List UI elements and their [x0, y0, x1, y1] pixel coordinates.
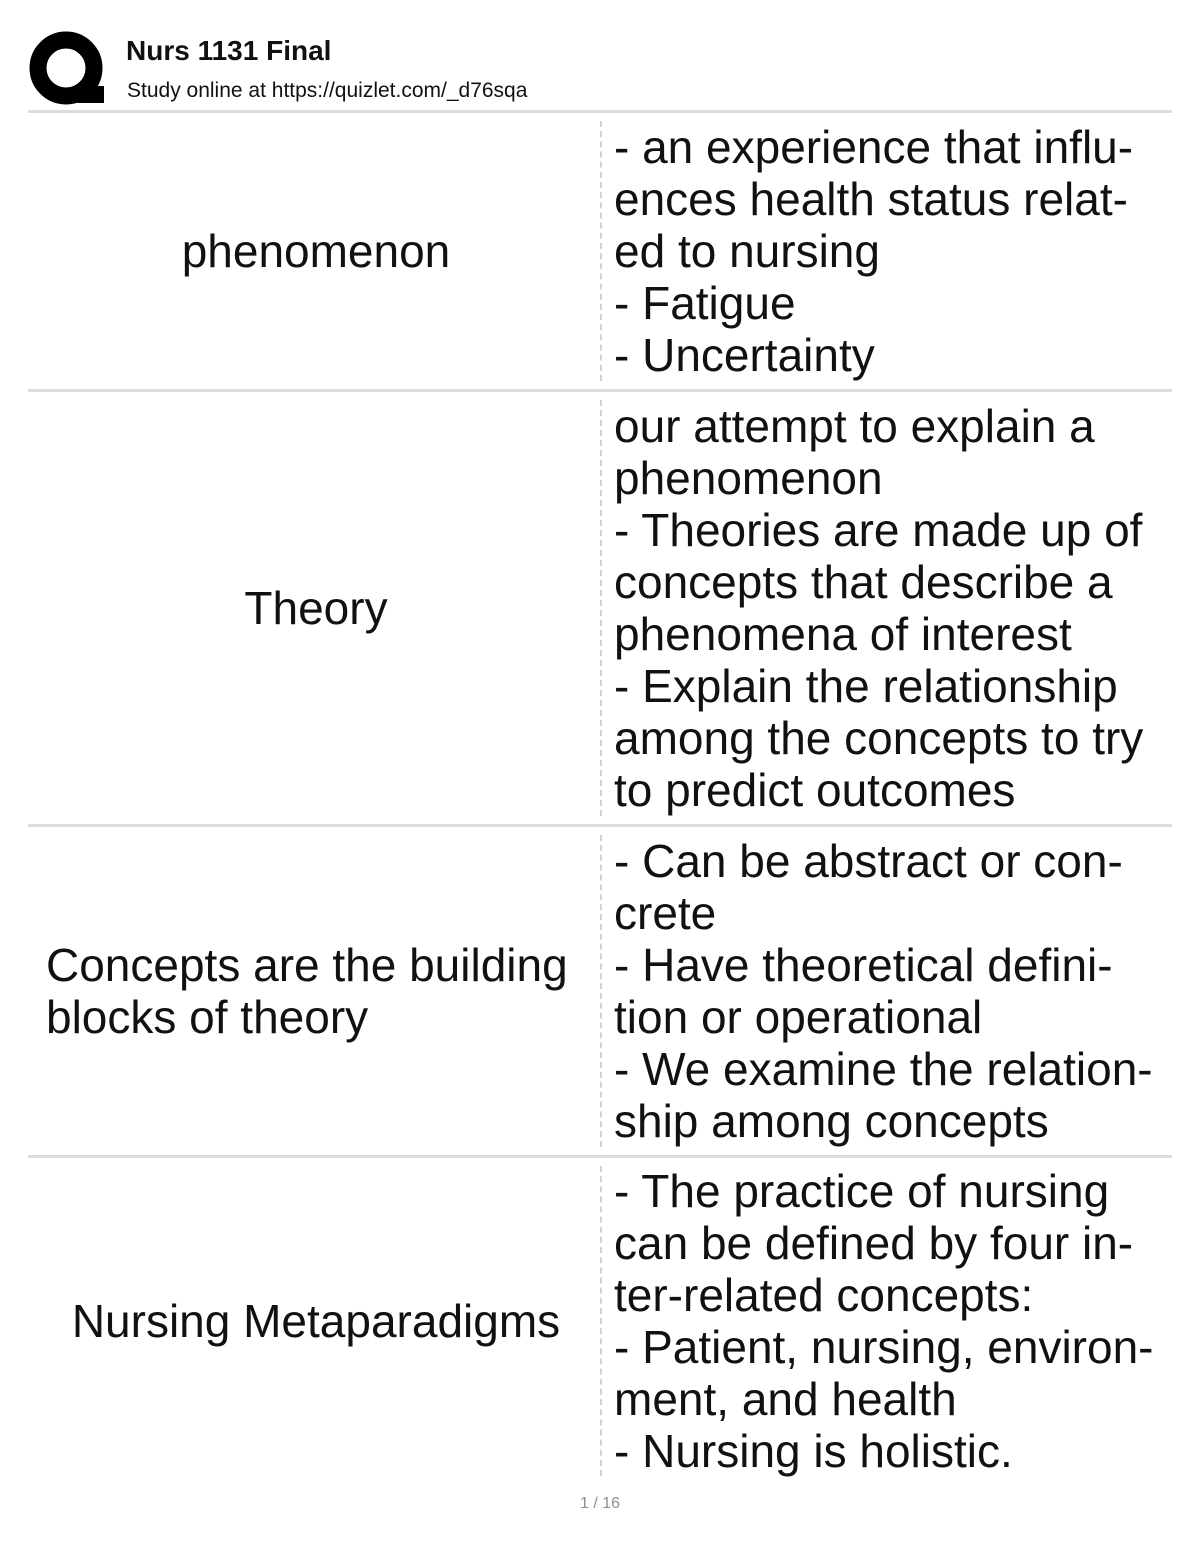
set-title: Nurs 1131 Final [126, 35, 332, 66]
definition-line: among the concepts to try [614, 712, 1144, 764]
flashcard-row [28, 389, 1172, 824]
definition-line: - Patient, nursing, environ- [614, 1321, 1154, 1373]
definition-line: concepts that describe a [614, 556, 1113, 608]
definition-line: - Theories are made up of [614, 504, 1143, 556]
definition-line: phenomenon [614, 452, 883, 504]
definition-line: - Explain the relationship [614, 660, 1118, 712]
page-indicator: 1 / 16 [579, 1495, 621, 1512]
term-line: Concepts are the building [46, 939, 568, 991]
definition-line: our attempt to explain a [614, 400, 1095, 452]
card-definition [602, 394, 1172, 822]
definition-line: ship among concepts [614, 1095, 1049, 1147]
definition-line: - Can be abstract or con- [614, 835, 1123, 887]
definition-line: - Nursing is holistic. [614, 1425, 1013, 1477]
term-line: blocks of theory [46, 991, 369, 1043]
flashcard-row [28, 824, 1172, 1155]
definition-line: crete [614, 887, 717, 939]
card-definition [602, 829, 1172, 1153]
definition-line: phenomena of interest [614, 608, 1072, 660]
card-term: Nursing Metaparadigms [71, 1295, 561, 1347]
flashcard-table [28, 110, 1172, 1484]
quizlet-logo-icon [28, 30, 106, 108]
study-online-link-text[interactable]: Study online at https://quizlet.com/_d76sqa [127, 79, 528, 102]
definition-line: - Fatigue [614, 277, 796, 329]
page-header [28, 28, 1172, 110]
flashcard-row [28, 110, 1172, 389]
definition-line: - Uncertainty [614, 329, 875, 381]
definition-line: ment, and health [614, 1373, 957, 1425]
definition-line: ter-related concepts: [614, 1269, 1034, 1321]
definition-line: - an experience that influ- [614, 121, 1134, 173]
card-term: Theory [244, 582, 388, 634]
definition-line: can be defined by four in- [614, 1217, 1134, 1269]
definition-line: - The practice of nursing [614, 1165, 1110, 1217]
card-definition [602, 115, 1172, 387]
definition-line: ences health status relat- [614, 173, 1128, 225]
definition-line: tion or operational [614, 991, 983, 1043]
definition-line: ed to nursing [614, 225, 880, 277]
definition-line: to predict outcomes [614, 764, 1016, 816]
card-definition [602, 1159, 1172, 1483]
card-term [28, 939, 600, 1043]
definition-line: - Have theoretical defini- [614, 939, 1113, 991]
card-term: phenomenon [181, 225, 451, 277]
definition-line: - We examine the relation- [614, 1043, 1153, 1095]
flashcard-row [28, 1155, 1172, 1484]
